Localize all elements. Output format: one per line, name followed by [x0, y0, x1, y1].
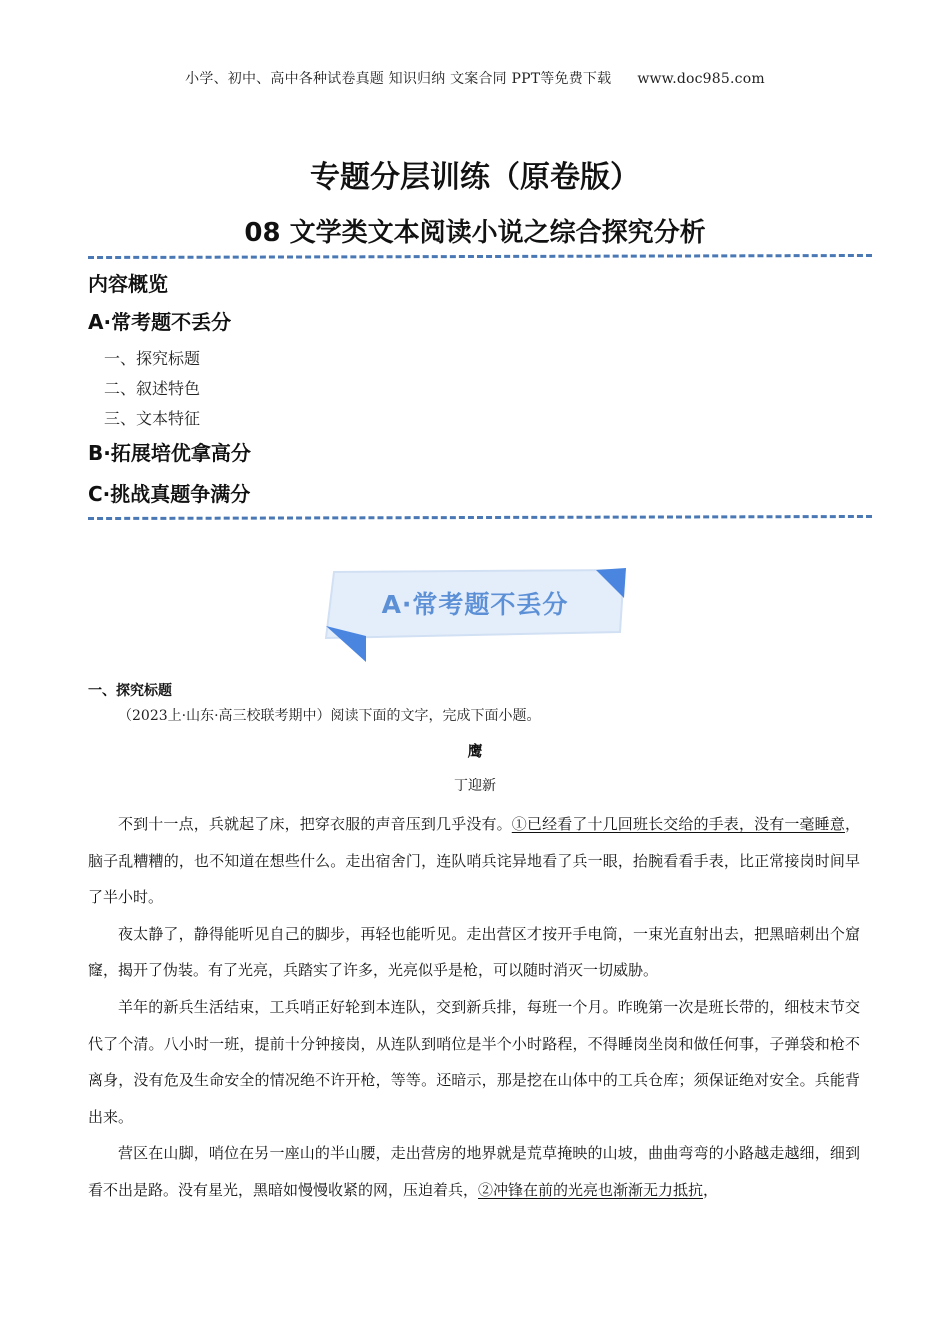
header-site: www.doc985.com: [637, 71, 765, 87]
story-paragraph: 夜太静了，静得能听见自己的脚步，再轻也能听见。走出营区才按开手电筒，一束光直射出去，把黑暗刺出个窟窿，揭开了伪装。有了光亮，兵踏实了许多，光亮似乎是枪，可以随时消灭一切威胁。: [88, 924, 860, 980]
paragraph-text: 营区在山脚，哨位在另一座山的半山腰，走出营房的地界就是荒草掩映的山坡，曲曲弯弯的小路越走越细，细到看不出是路。没有星光，黑暗如慢慢收紧的网，压迫着兵，: [88, 1144, 860, 1199]
dashed-divider-top: [88, 254, 872, 259]
banner-label: A·常考题不丢分: [381, 590, 569, 619]
overview-item: 二、叙述特色: [104, 379, 201, 398]
overview-section-a: A·常考题不丢分: [88, 310, 232, 334]
paragraph-text: ，: [703, 1180, 719, 1199]
underlined-sentence-2: ②冲锋在前的光亮也渐渐无力抵抗: [478, 1180, 704, 1199]
overview-item: 一、探究标题: [104, 349, 201, 368]
header-text: 小学、初中、高中各种试卷真题 知识归纳 文案合同 PPT等免费下载: [185, 71, 612, 87]
paragraph-text: 不到十一点，兵就起了床，把穿衣服的声音压到几乎没有。: [118, 815, 512, 833]
sub-title: 08 文学类文本阅读小说之综合探究分析: [244, 218, 706, 248]
overview-title: 内容概览: [88, 272, 168, 296]
story-paragraph: [88, 1135, 860, 1208]
story-paragraph: 羊年的新兵生活结束，工兵哨正好轮到本连队，交到新兵排，每班一个月。昨晚第一次是班长带的，细枝末节交代了个清。八小时一班，提前十分钟接岗，从连队到哨位是半个小时路程，不得睡岗坐岗和做任何事，子弹袋和枪不离身，没有危及生命安全的情况绝不许开枪，等等。还暗示，那是挖在山体中的工兵仓库；须保证绝对安全。兵能背出来。: [88, 997, 860, 1126]
story-body: [88, 806, 860, 1209]
story-author: 丁迎新: [454, 778, 496, 794]
underlined-sentence-1: ①已经看了十几回班长交给的手表，没有一毫睡意: [511, 815, 845, 833]
overview-section-c: C·挑战真题争满分: [88, 482, 251, 506]
main-title: 专题分层训练（原卷版）: [310, 160, 640, 195]
story-title: 鹰: [467, 742, 483, 760]
overview-section-b: B·拓展培优拿高分: [88, 441, 251, 465]
question-title: 一、探究标题: [88, 683, 172, 699]
question-intro: （2023上·山东·高三校联考期中）阅读下面的文字，完成下面小题。: [118, 708, 541, 724]
story-paragraph: [88, 806, 860, 916]
overview-item: 三、文本特征: [104, 409, 201, 428]
page-header: [0, 68, 950, 88]
paragraph-text: ，脑子乱糟糟的，也不知道在想些什么。走出宿舍门，连队哨兵诧异地看了兵一眼，抬腕看看手表，比正常接岗时间早了半小时。: [88, 815, 860, 907]
dashed-divider-bottom: [88, 515, 872, 520]
section-banner: [320, 566, 630, 666]
